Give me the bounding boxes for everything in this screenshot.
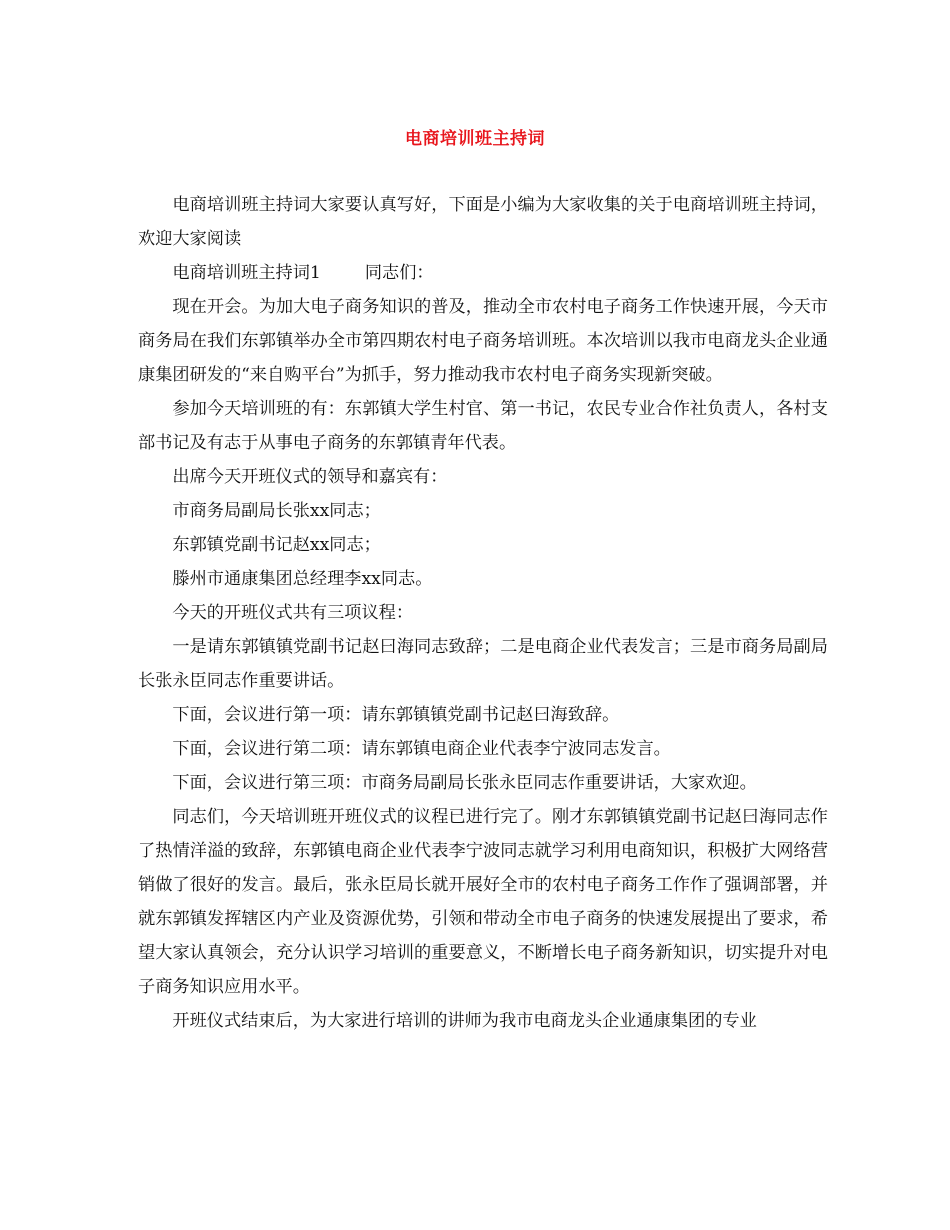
paragraph-agenda: 一是请东郭镇镇党副书记赵曰海同志致辞；二是电商企业代表发言；三是市商务局副局长张永臣同志作重要讲话。 (138, 637, 828, 691)
paragraph-item-1: 下面，会议进行第一项：请东郭镇镇党副书记赵曰海致辞。 (172, 705, 620, 725)
paragraph-item-2: 下面，会议进行第二项：请东郭镇电商企业代表李宁波同志发言。 (172, 739, 671, 759)
document-body (138, 188, 828, 1038)
paragraph-guest-3: 滕州市通康集团总经理李xx同志。 (172, 569, 433, 589)
paragraph-attendees: 参加今天培训班的有：东郭镇大学生村官、第一书记，农民专业合作社负责人，各村支部书记及有志于从事电子商务的东郭镇青年代表。 (138, 399, 828, 453)
section-label: 电商培训班主持词1 (172, 263, 321, 283)
paragraph-item-3: 下面，会议进行第三项：市商务局副局长张永臣同志作重要讲话，大家欢迎。 (172, 773, 757, 793)
paragraph-guest-1: 市商务局副局长张xx同志； (172, 501, 381, 521)
paragraph-heading-line (138, 256, 828, 290)
paragraph-guest-2: 东郭镇党副书记赵xx同志； (172, 535, 381, 555)
paragraph-closing: 开班仪式结束后，为大家进行培训的讲师为我市电商龙头企业通康集团的专业 (172, 1011, 757, 1031)
document-title: 电商培训班主持词 (405, 129, 545, 149)
paragraph-summary: 同志们，今天培训班开班仪式的议程已进行完了。刚才东郭镇镇党副书记赵曰海同志作了热情洋溢的致辞，东郭镇电商企业代表李宁波同志就学习利用电商知识，积极扩大网络营销做了很好的发言。最后，张永臣局长就开展好全市的农村电子商务工作作了强调部署，并就东郭镇发挥辖区内产业及资源优势，引领和带动全市电子商务的快速发展提出了要求，希望大家认真领会，充分认识学习培训的重要意义，不断增长电子商务新知识，切实提升对电子商务知识应用水平。 (138, 807, 828, 997)
paragraph-intro: 电商培训班主持词大家要认真写好，下面是小编为大家收集的关于电商培训班主持词，欢迎大家阅读 (138, 195, 828, 249)
paragraph-agenda-intro: 今天的开班仪式共有三项议程： (172, 603, 414, 623)
greeting: 同志们： (364, 263, 434, 283)
paragraph-guests-intro: 出席今天开班仪式的领导和嘉宾有： (172, 467, 448, 487)
paragraph-opening: 现在开会。为加大电子商务知识的普及，推动全市农村电子商务工作快速开展，今天市商务局在我们东郭镇举办全市第四期农村电子商务培训班。本次培训以我市电商龙头企业通康集团研发的“来自购平台”为抓手，努力推动我市农村电子商务实现新突破。 (138, 297, 828, 385)
